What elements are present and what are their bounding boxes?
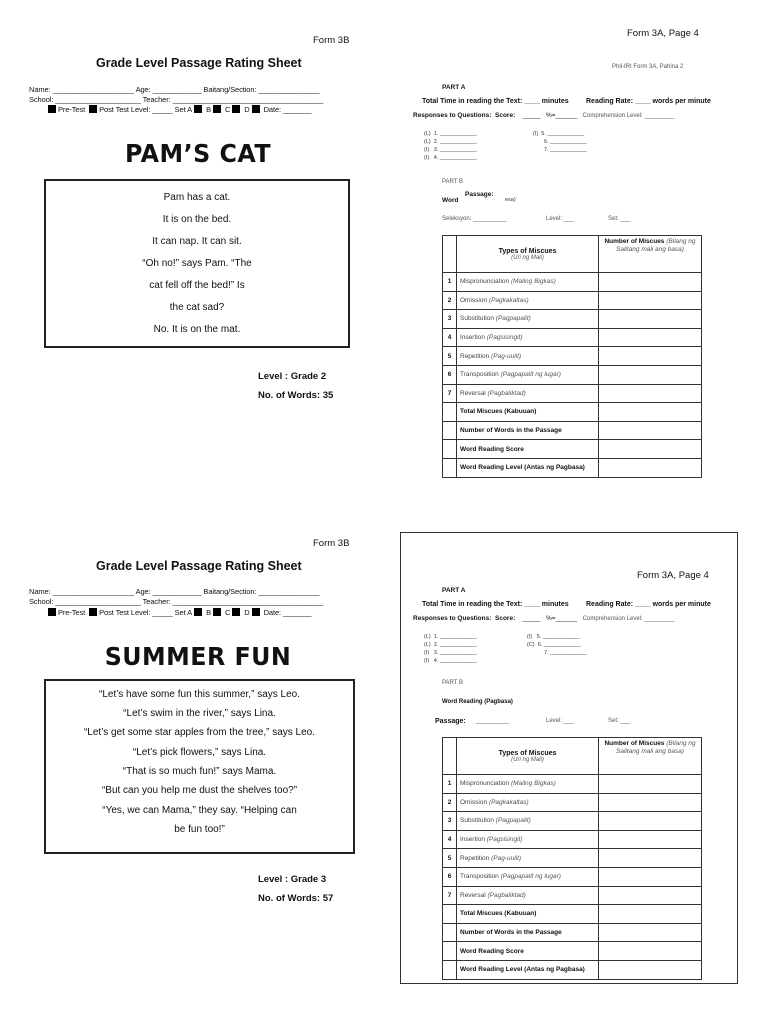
table-row: 2 Omission (Pagkakaltas) xyxy=(443,291,702,310)
grade-level: Level : Grade 2 xyxy=(258,371,327,382)
score-label: Score: xyxy=(495,112,516,119)
set-a-label: Set A xyxy=(174,608,193,617)
miscue-count-cell[interactable] xyxy=(599,793,702,812)
response-item: (I) 3. ____________ xyxy=(424,147,477,153)
story-line: “That is so much fun!” says Mama. xyxy=(122,766,277,777)
rating-sheet-title: Grade Level Passage Rating Sheet xyxy=(96,559,302,573)
phil-iri-label: Phil-IRI Form 3A, Pahina 2 xyxy=(612,64,684,70)
miscue-count-cell[interactable] xyxy=(599,347,702,366)
table-row: 7 Reversal (Pagbaliktad) xyxy=(443,384,702,403)
miscue-count-cell[interactable] xyxy=(599,830,702,849)
level-field: Level: ___ xyxy=(546,718,574,724)
response-item: (L) 2. ____________ xyxy=(424,642,477,648)
summary-row: Total Miscues (Kabuuan) xyxy=(443,905,702,924)
set-c-label: C xyxy=(224,105,231,114)
summary-row: Number of Words in the Passage xyxy=(443,421,702,440)
table-row: 1 Mispronunciation (Maling Bigkas) xyxy=(443,273,702,292)
miscue-table xyxy=(442,235,702,478)
summary-row: Total Miscues (Kabuuan) xyxy=(443,403,702,422)
miscue-count-cell[interactable] xyxy=(599,775,702,794)
part-a-heading: PART A xyxy=(442,84,466,91)
summary-row: Number of Words in the Passage xyxy=(443,923,702,942)
table-row: 3 Substitution (Pagpapalit) xyxy=(443,310,702,329)
set-c-checkbox[interactable] xyxy=(232,608,240,616)
summary-value-cell[interactable] xyxy=(599,923,702,942)
miscue-table xyxy=(442,737,702,980)
summary-value-cell[interactable] xyxy=(599,403,702,422)
types-of-miscues-header: Types of Miscues (Uri ng Mali) xyxy=(457,236,599,273)
types-of-miscues-header: Types of Miscues (Uri ng Mali) xyxy=(457,738,599,775)
story-box xyxy=(44,179,350,348)
story-line: No. It is on the mat. xyxy=(153,324,241,335)
pretest-label: Pre-Test xyxy=(58,105,86,114)
miscue-count-cell[interactable] xyxy=(599,384,702,403)
response-item: (I) 4. ____________ xyxy=(424,155,477,161)
score-label: Score: xyxy=(495,615,516,622)
table-row: 6 Transposition (Pagpapalit ng lugar) xyxy=(443,365,702,384)
story-line: cat fell off the bed!” Is xyxy=(149,280,245,291)
set-b-checkbox[interactable] xyxy=(213,608,221,616)
reading-rate-field: Reading Rate: ____ words per minute xyxy=(586,601,711,608)
story-line: “Oh no!” says Pam. “The xyxy=(142,258,252,269)
story-line: “But can you help me dust the shelves too?” xyxy=(101,785,298,796)
form-3b-label: Form 3B xyxy=(313,35,350,46)
total-time-field: Total Time in reading the Text: ____ minutes xyxy=(422,601,569,608)
posttest-checkbox[interactable] xyxy=(89,105,97,113)
word-count: No. of Words: 35 xyxy=(258,390,334,401)
comprehension-level-field: Comprehension Level: _________ xyxy=(582,113,675,119)
table-row: 6 Transposition (Pagpapalit ng lugar) xyxy=(443,867,702,886)
set-d-label: D xyxy=(244,105,250,114)
response-item: (L) 1. ____________ xyxy=(424,634,477,640)
set-c-label: C xyxy=(224,608,231,617)
story-box xyxy=(44,679,355,854)
table-header-row xyxy=(443,738,702,775)
number-of-miscues-header: Number of Miscues (Bilang ng Salitang mali ang basa) xyxy=(599,236,702,273)
story-line: Pam has a cat. xyxy=(163,192,231,203)
passage-label: Passage: xyxy=(435,718,466,725)
date-field: Date: _______ xyxy=(263,608,312,617)
responses-line xyxy=(413,615,674,622)
summary-row: Word Reading Level (Antas ng Pagbasa) xyxy=(443,960,702,979)
form-3b-label: Form 3B xyxy=(313,538,350,549)
summary-value-cell[interactable] xyxy=(599,458,702,477)
posttest-label: Post Test Level: _____ xyxy=(99,608,173,617)
name-age-section-line: Name: ____________________ Age: ____________ Baitang/Section: _______________ xyxy=(29,85,320,94)
school-teacher-line: School: _____________________ Teacher: _____________________________________ xyxy=(29,95,324,104)
set-d-label: D xyxy=(244,608,250,617)
miscue-count-cell[interactable] xyxy=(599,812,702,831)
reading-rate-field: Reading Rate: ____ words per minute xyxy=(586,98,711,105)
date-field: Date: _______ xyxy=(263,105,312,114)
summary-value-cell[interactable] xyxy=(599,905,702,924)
summary-value-cell[interactable] xyxy=(599,440,702,459)
responses-left-list xyxy=(424,131,477,163)
table-row: 7 Reversal (Pagbaliktad) xyxy=(443,886,702,905)
response-item: (I) 5. ____________ xyxy=(527,634,580,640)
story-line: “Let’s pick flowers,” says Lina. xyxy=(132,747,267,758)
miscue-count-cell[interactable] xyxy=(599,849,702,868)
set-field: Set: ___ xyxy=(608,216,631,222)
part-b-heading: PART B xyxy=(442,179,464,185)
responses-line xyxy=(413,112,674,119)
school-teacher-line: School: _____________________ Teacher: _____________________________________ xyxy=(29,597,324,606)
story-title: PAM’S CAT xyxy=(124,139,272,168)
miscue-count-cell[interactable] xyxy=(599,328,702,347)
table-row: 1 Mispronunciation (Maling Bigkas) xyxy=(443,775,702,794)
responses-right-list xyxy=(527,634,587,658)
summary-value-cell[interactable] xyxy=(599,942,702,961)
set-a-label: Set A xyxy=(174,105,193,114)
miscue-count-cell[interactable] xyxy=(599,867,702,886)
number-of-miscues-header: Number of Miscues (Bilang ng Salitang mali ang basa) xyxy=(599,738,702,775)
set-d-checkbox[interactable] xyxy=(252,105,260,113)
posttest-label: Post Test Level: _____ xyxy=(99,105,173,114)
set-d-checkbox[interactable] xyxy=(252,608,260,616)
summary-value-cell[interactable] xyxy=(599,960,702,979)
story-line: “Yes, we can Mama,” they say. “Helping can xyxy=(102,805,297,816)
word-label: Word xyxy=(442,197,459,204)
table-row: 4 Insertion (Pagsisingit) xyxy=(443,328,702,347)
set-a-checkbox[interactable] xyxy=(194,105,202,113)
story-line: be fun too!” xyxy=(174,824,225,835)
score-field: _____ xyxy=(522,615,541,622)
response-item: (L) 1. ____________ xyxy=(424,131,477,137)
story-line: It is on the bed. xyxy=(162,214,232,225)
story-title: SUMMER FUN xyxy=(104,642,292,671)
miscue-count-cell[interactable] xyxy=(599,291,702,310)
table-row: 2 Omission (Pagkakaltas) xyxy=(443,793,702,812)
passage-field: __________ xyxy=(476,718,510,724)
pretest-checkbox[interactable] xyxy=(48,608,56,616)
set-b-checkbox[interactable] xyxy=(213,105,221,113)
story-line: the cat sad? xyxy=(169,302,225,313)
passage-label: Passage: xyxy=(465,191,494,198)
seleksyon-field: Seleksyon: __________ xyxy=(442,216,507,222)
table-header-row xyxy=(443,236,702,273)
part-a-heading: PART A xyxy=(442,587,466,594)
responses-label: Responses to Questions: xyxy=(413,615,492,622)
total-time-field: Total Time in reading the Text: ____ minutes xyxy=(422,98,569,105)
table-row: 4 Insertion (Pagsisingit) xyxy=(443,830,702,849)
grade-level: Level : Grade 3 xyxy=(258,874,327,885)
miscue-count-cell[interactable] xyxy=(599,365,702,384)
responses-label: Responses to Questions: xyxy=(413,112,492,119)
level-field: Level: ___ xyxy=(546,216,574,222)
table-row: 3 Substitution (Pagpapalit) xyxy=(443,812,702,831)
responses-right-list xyxy=(533,131,587,155)
percent-field: %=______ xyxy=(545,615,578,622)
rating-sheet-title: Grade Level Passage Rating Sheet xyxy=(96,56,302,70)
set-a-checkbox[interactable] xyxy=(194,608,202,616)
response-item: 6. ____________ xyxy=(544,139,587,145)
response-item: (I) 4. ____________ xyxy=(424,658,477,664)
table-row: 5 Repetition (Pag-uulit) xyxy=(443,849,702,868)
pretest-checkbox[interactable] xyxy=(48,105,56,113)
percent-field: %=______ xyxy=(545,112,578,119)
miscue-count-cell[interactable] xyxy=(599,310,702,329)
summary-row: Word Reading Score xyxy=(443,942,702,961)
summary-row: Word Reading Score xyxy=(443,440,702,459)
summary-value-cell[interactable] xyxy=(599,421,702,440)
set-b-label: B xyxy=(206,608,211,617)
summary-row: Word Reading Level (Antas ng Pagbasa) xyxy=(443,458,702,477)
set-c-checkbox[interactable] xyxy=(232,105,240,113)
comprehension-level-field: Comprehension Level: _________ xyxy=(582,616,675,622)
story-line: It can nap. It can sit. xyxy=(152,236,242,247)
word-reading-label: Word Reading (Pagbasa) xyxy=(442,699,513,705)
story-line: “Let’s have some fun this summer,” says Leo. xyxy=(98,689,300,700)
story-line: “Let’s swim in the river,” says Lina. xyxy=(123,708,276,719)
response-item: 7. ____________ xyxy=(544,147,587,153)
response-item: (I) 5. ____________ xyxy=(533,131,585,137)
passage-tail: esa) xyxy=(505,197,516,203)
response-item: (C) 6. ____________ xyxy=(527,642,581,648)
pretest-label: Pre-Test xyxy=(58,608,86,617)
miscue-count-cell[interactable] xyxy=(599,886,702,905)
part-b-heading: PART B xyxy=(442,680,464,686)
miscue-count-cell[interactable] xyxy=(599,273,702,292)
score-field: _____ xyxy=(522,112,541,119)
response-item: (L) 2. ____________ xyxy=(424,139,477,145)
response-item: (I) 3. ____________ xyxy=(424,650,477,656)
set-field: Set: ___ xyxy=(608,718,631,724)
form-3a-label: Form 3A, Page 4 xyxy=(637,570,709,581)
table-row: 5 Repetition (Pag-uulit) xyxy=(443,347,702,366)
posttest-checkbox[interactable] xyxy=(89,608,97,616)
test-options-line xyxy=(46,105,312,114)
form-3a-label: Form 3A, Page 4 xyxy=(627,28,699,39)
word-count: No. of Words: 57 xyxy=(258,893,334,904)
responses-left-list xyxy=(424,634,477,666)
story-line: “Let’s get some star apples from the tree,” says Leo. xyxy=(83,727,316,738)
set-b-label: B xyxy=(206,105,211,114)
name-age-section-line: Name: ____________________ Age: ____________ Baitang/Section: _______________ xyxy=(29,587,320,596)
response-item: 7. ____________ xyxy=(544,650,587,656)
test-options-line xyxy=(46,608,312,617)
